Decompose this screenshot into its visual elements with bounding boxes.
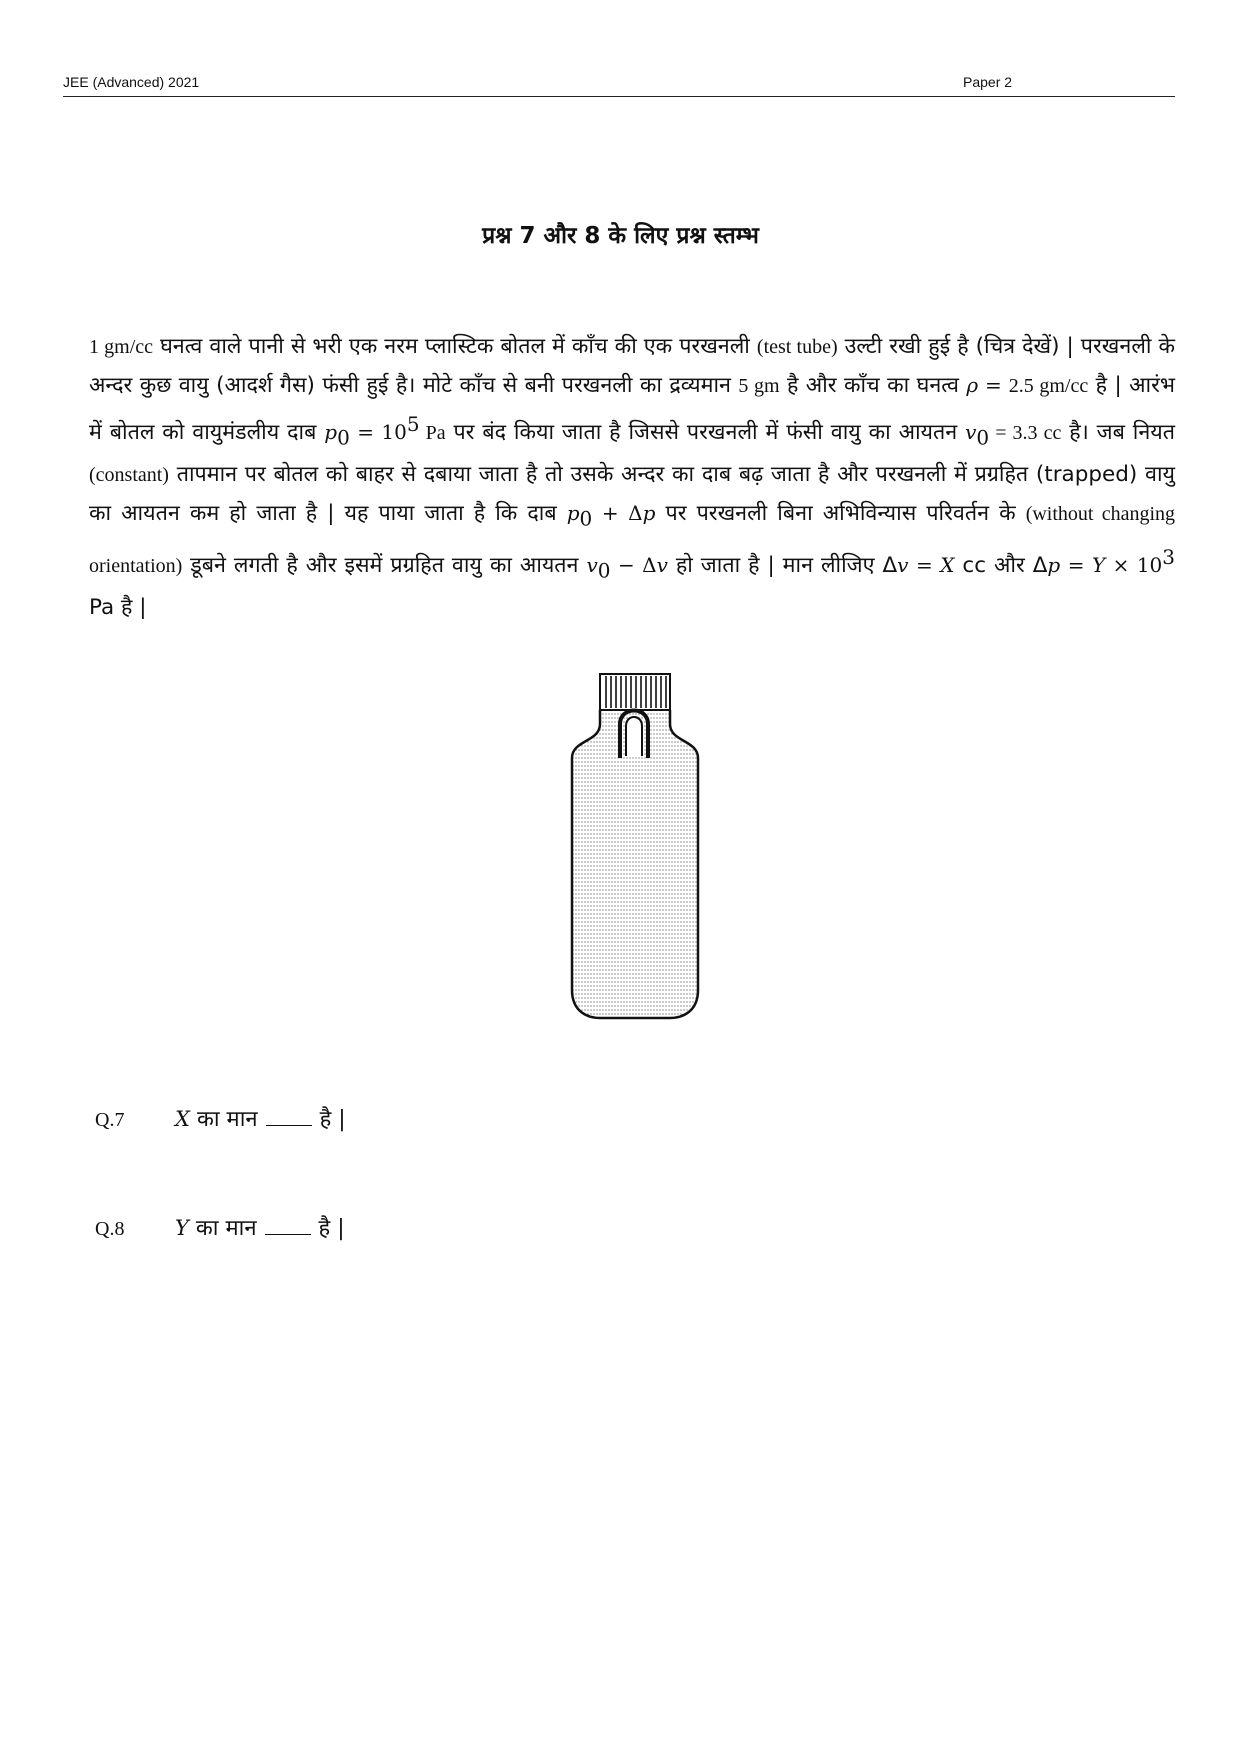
exam-name: JEE (Advanced) 2021 [63, 74, 200, 90]
math-symbol: X [940, 552, 955, 577]
math-text: + Δ [592, 501, 643, 526]
bottle-diagram [560, 672, 710, 1022]
question-variable: X [175, 1107, 190, 1131]
math-symbol: ρ [966, 373, 979, 397]
paper-number: Paper 2 [963, 74, 1013, 90]
passage-text: (without changing orientation) [89, 503, 1175, 577]
section-title: प्रश्न 7 और 8 के लिए प्रश्न स्तम्भ [482, 223, 759, 249]
math-symbol: v [965, 420, 977, 445]
math-subscript: 0 [976, 425, 990, 450]
water-fill [572, 710, 698, 1018]
question-number: Q.8 [95, 1218, 125, 1240]
math-subscript: 0 [337, 425, 350, 450]
question-suffix: है | [319, 1107, 346, 1132]
answer-blank[interactable] [265, 1214, 311, 1235]
math-text: = 10 [349, 420, 407, 445]
math-superscript: 5 [406, 412, 420, 436]
passage-text: = 3.3 cc [989, 422, 1062, 445]
passage-text: तापमान पर बोतल को बाहर से दबाया जाता है तो उसके अन्दर का दाब बढ़ जाता है और परखनली में प्रग्रहित (trapped) वायु का आयतन कम हो जाता है | यह पाया जाता है कि दाब [89, 462, 1175, 527]
question-number: Q.7 [95, 1109, 125, 1131]
passage-text: 1 gm/cc [89, 336, 154, 358]
bottle-figure [560, 672, 710, 1026]
passage-text: Pa [419, 422, 446, 445]
math-symbol: v [586, 552, 598, 577]
question-text [175, 1212, 345, 1242]
math-symbol: p [566, 501, 580, 526]
math-symbol: v [656, 552, 668, 577]
math-subscript: 0 [597, 558, 611, 583]
passage-text: पर परखनली बिना अभिविन्यास परिवर्तन के [655, 501, 1026, 527]
passage-text: हो जाता है | मान लीजिए Δ [667, 552, 898, 578]
passage-text: 5 gm [738, 375, 780, 397]
page-header [63, 72, 1175, 97]
question-variable: Y [175, 1216, 189, 1240]
passage-text: उल्टी रखी हुई है (चित्र देखें) | परखनली के अन्दर कुछ वायु (आदर्श गैस) फंसी हुई है। मोटे काँच से बनी परखनली का द्रव्यमान [89, 334, 1176, 398]
question-label: का मान [195, 1216, 257, 1241]
question-passage [89, 328, 1175, 627]
passage-text: (constant) [89, 464, 169, 487]
answer-blank[interactable] [266, 1105, 312, 1126]
math-text: = [908, 552, 941, 577]
math-text: = [1060, 552, 1092, 577]
passage-text: (test tube) [756, 336, 838, 358]
math-superscript: 3 [1162, 544, 1176, 569]
question-suffix: है | [318, 1216, 345, 1241]
passage-text: डूबने लगती है और इसमें प्रग्रहित वायु का आयतन [182, 552, 587, 578]
passage-text: है | आरंभ में बोतल को वायुमंडलीय दाब [89, 373, 1175, 446]
math-text: − Δ [610, 552, 657, 577]
passage-text: पर बंद किया जाता है जिससे परखनली में फंसी वायु का आयतन [445, 420, 966, 446]
question-text [175, 1103, 346, 1133]
math-symbol: Y [1091, 552, 1106, 577]
math-subscript: 0 [579, 506, 593, 531]
math-symbol: v [897, 552, 909, 577]
question-label: का मान [196, 1107, 258, 1132]
bottle-cap [600, 674, 670, 710]
passage-text: cc और Δ [954, 552, 1048, 578]
passage-text: Pa है | [89, 595, 147, 621]
passage-text: घनत्व वाले पानी से भरी एक नरम प्लास्टिक बोतल में काँच की एक परखनली [153, 334, 757, 359]
math-text: × 10 [1105, 552, 1163, 577]
passage-text: है और काँच का घनत्व [779, 373, 967, 398]
passage-text: है। जब नियत [1061, 420, 1175, 446]
passage-text: 2.5 gm/cc [1008, 375, 1089, 397]
math-symbol: p [1047, 552, 1061, 577]
math-symbol: p [324, 420, 338, 445]
math-text: = [978, 373, 1009, 397]
math-symbol: p [642, 501, 656, 526]
